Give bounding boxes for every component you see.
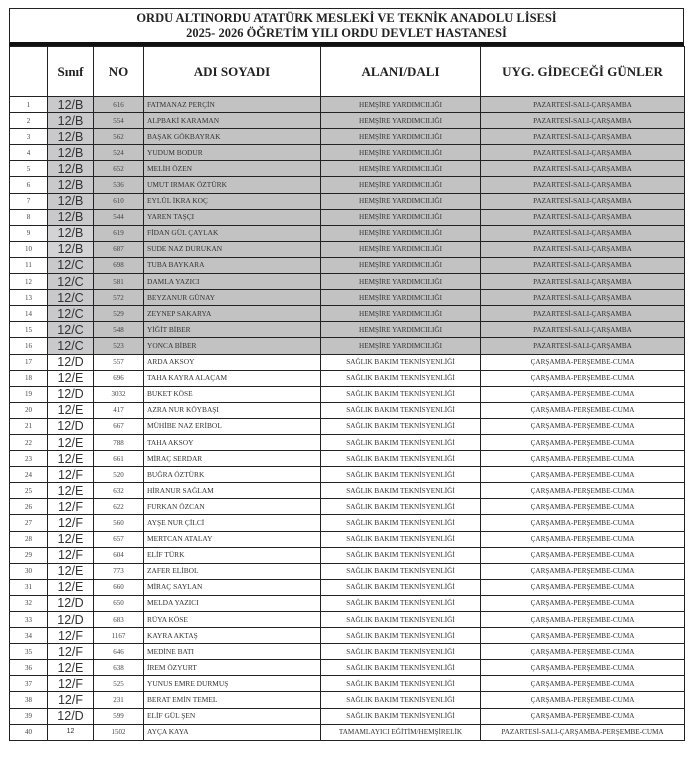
row-class: 12/E (48, 660, 94, 676)
row-index: 19 (10, 386, 48, 402)
row-department: HEMŞİRE YARDIMCILIĞI (321, 338, 481, 354)
table-row (10, 370, 685, 386)
row-number: 536 (94, 177, 144, 193)
row-name: FİDAN GÜL ÇAYLAK (144, 225, 321, 241)
row-index: 33 (10, 612, 48, 628)
row-name: MİRAÇ SAYLAN (144, 579, 321, 595)
table-row (10, 113, 685, 129)
row-class: 12/E (48, 579, 94, 595)
row-name: YUNUS EMRE DURMUŞ (144, 676, 321, 692)
row-number: 1502 (94, 724, 144, 740)
row-index: 11 (10, 257, 48, 273)
row-index: 38 (10, 692, 48, 708)
row-class: 12/B (48, 145, 94, 161)
row-index: 20 (10, 402, 48, 418)
row-department: SAĞLIK BAKIM TEKNİSYENLİĞİ (321, 628, 481, 644)
row-class: 12 (48, 724, 94, 740)
row-department: HEMŞİRE YARDIMCILIĞI (321, 113, 481, 129)
row-department: HEMŞİRE YARDIMCILIĞI (321, 241, 481, 257)
row-number: 667 (94, 418, 144, 434)
row-class: 12/C (48, 306, 94, 322)
table-header-row (10, 47, 685, 97)
row-class: 12/B (48, 129, 94, 145)
table-row (10, 499, 685, 515)
row-index: 23 (10, 451, 48, 467)
row-days: PAZARTESİ-SALI-ÇARŞAMBA (481, 274, 685, 290)
row-days: PAZARTESİ-SALI-ÇARŞAMBA (481, 129, 685, 145)
row-days: ÇARŞAMBA-PERŞEMBE-CUMA (481, 547, 685, 563)
row-days: ÇARŞAMBA-PERŞEMBE-CUMA (481, 418, 685, 434)
row-number: 610 (94, 193, 144, 209)
row-number: 599 (94, 708, 144, 724)
row-department: SAĞLIK BAKIM TEKNİSYENLİĞİ (321, 451, 481, 467)
table-row (10, 612, 685, 628)
row-class: 12/E (48, 451, 94, 467)
header-days: UYG. GİDECEĞİ GÜNLER (481, 47, 685, 97)
row-class: 12/D (48, 354, 94, 370)
student-schedule-table (9, 46, 685, 741)
row-number: 660 (94, 579, 144, 595)
row-department: SAĞLIK BAKIM TEKNİSYENLİĞİ (321, 499, 481, 515)
row-class: 12/E (48, 370, 94, 386)
row-name: BUĞRA ÖZTÜRK (144, 467, 321, 483)
row-name: UMUT IRMAK ÖZTÜRK (144, 177, 321, 193)
table-row (10, 386, 685, 402)
row-class: 12/B (48, 241, 94, 257)
table-row (10, 660, 685, 676)
row-class: 12/E (48, 563, 94, 579)
row-index: 35 (10, 644, 48, 660)
row-department: SAĞLIK BAKIM TEKNİSYENLİĞİ (321, 676, 481, 692)
row-number: 696 (94, 370, 144, 386)
row-number: 788 (94, 434, 144, 450)
row-number: 3032 (94, 386, 144, 402)
row-days: PAZARTESİ-SALI-ÇARŞAMBA (481, 241, 685, 257)
row-class: 12/B (48, 97, 94, 113)
row-index: 9 (10, 225, 48, 241)
row-class: 12/D (48, 612, 94, 628)
row-index: 39 (10, 708, 48, 724)
row-days: ÇARŞAMBA-PERŞEMBE-CUMA (481, 692, 685, 708)
header-class: Sınıf (48, 47, 94, 97)
row-department: SAĞLIK BAKIM TEKNİSYENLİĞİ (321, 579, 481, 595)
row-name: ZAFER ELİBOL (144, 563, 321, 579)
table-row (10, 257, 685, 273)
row-number: 632 (94, 483, 144, 499)
row-index: 4 (10, 145, 48, 161)
table-row (10, 467, 685, 483)
row-days: ÇARŞAMBA-PERŞEMBE-CUMA (481, 515, 685, 531)
row-name: YONCA BİBER (144, 338, 321, 354)
row-days: ÇARŞAMBA-PERŞEMBE-CUMA (481, 386, 685, 402)
table-row (10, 724, 685, 740)
row-index: 36 (10, 660, 48, 676)
row-department: HEMŞİRE YARDIMCILIĞI (321, 97, 481, 113)
table-row (10, 644, 685, 660)
table-row (10, 161, 685, 177)
row-days: ÇARŞAMBA-PERŞEMBE-CUMA (481, 708, 685, 724)
row-number: 523 (94, 338, 144, 354)
row-index: 12 (10, 274, 48, 290)
row-department: SAĞLIK BAKIM TEKNİSYENLİĞİ (321, 547, 481, 563)
row-class: 12/B (48, 161, 94, 177)
row-name: TAHA KAYRA ALAÇAM (144, 370, 321, 386)
row-index: 32 (10, 595, 48, 611)
table-row (10, 563, 685, 579)
row-number: 646 (94, 644, 144, 660)
table-row (10, 692, 685, 708)
row-index: 3 (10, 129, 48, 145)
row-name: MELDA YAZICI (144, 595, 321, 611)
row-number: 616 (94, 97, 144, 113)
row-class: 12/D (48, 708, 94, 724)
row-days: ÇARŞAMBA-PERŞEMBE-CUMA (481, 660, 685, 676)
row-department: SAĞLIK BAKIM TEKNİSYENLİĞİ (321, 354, 481, 370)
row-name: ZEYNEP SAKARYA (144, 306, 321, 322)
row-days: PAZARTESİ-SALI-ÇARŞAMBA (481, 113, 685, 129)
row-days: PAZARTESİ-SALI-ÇARŞAMBA (481, 322, 685, 338)
title-line-1: ORDU ALTINORDU ATATÜRK MESLEKİ VE TEKNİK ANADOLU LİSESİ (136, 11, 557, 25)
row-name: İREM ÖZYURT (144, 660, 321, 676)
table-row (10, 241, 685, 257)
row-index: 34 (10, 628, 48, 644)
row-index: 29 (10, 547, 48, 563)
row-index: 17 (10, 354, 48, 370)
row-department: HEMŞİRE YARDIMCILIĞI (321, 145, 481, 161)
row-number: 525 (94, 676, 144, 692)
row-days: PAZARTESİ-SALI-ÇARŞAMBA (481, 161, 685, 177)
row-name: FURKAN ÖZCAN (144, 499, 321, 515)
row-index: 8 (10, 209, 48, 225)
row-days: ÇARŞAMBA-PERŞEMBE-CUMA (481, 354, 685, 370)
row-name: MEDİNE BATI (144, 644, 321, 660)
table-row (10, 129, 685, 145)
table-row (10, 595, 685, 611)
table-row (10, 145, 685, 161)
row-class: 12/B (48, 209, 94, 225)
row-name: SUDE NAZ DURUKAN (144, 241, 321, 257)
header-number: NO (94, 47, 144, 97)
table-row (10, 402, 685, 418)
row-class: 12/C (48, 290, 94, 306)
row-department: SAĞLIK BAKIM TEKNİSYENLİĞİ (321, 386, 481, 402)
row-class: 12/B (48, 225, 94, 241)
table-row (10, 338, 685, 354)
row-index: 21 (10, 418, 48, 434)
row-class: 12/F (48, 467, 94, 483)
row-days: ÇARŞAMBA-PERŞEMBE-CUMA (481, 370, 685, 386)
row-index: 13 (10, 290, 48, 306)
row-department: SAĞLIK BAKIM TEKNİSYENLİĞİ (321, 370, 481, 386)
row-department: HEMŞİRE YARDIMCILIĞI (321, 290, 481, 306)
row-name: TAHA AKSOY (144, 434, 321, 450)
row-name: ELİF GÜL ŞEN (144, 708, 321, 724)
row-days: ÇARŞAMBA-PERŞEMBE-CUMA (481, 483, 685, 499)
row-index: 5 (10, 161, 48, 177)
row-name: KAYRA AKTAŞ (144, 628, 321, 644)
row-index: 24 (10, 467, 48, 483)
row-department: SAĞLIK BAKIM TEKNİSYENLİĞİ (321, 563, 481, 579)
row-number: 544 (94, 209, 144, 225)
row-days: ÇARŞAMBA-PERŞEMBE-CUMA (481, 579, 685, 595)
row-days: ÇARŞAMBA-PERŞEMBE-CUMA (481, 563, 685, 579)
table-row (10, 628, 685, 644)
row-class: 12/C (48, 274, 94, 290)
row-number: 1167 (94, 628, 144, 644)
row-days: ÇARŞAMBA-PERŞEMBE-CUMA (481, 612, 685, 628)
row-name: AZRA NUR KÖYBAŞI (144, 402, 321, 418)
row-class: 12/F (48, 547, 94, 563)
row-number: 619 (94, 225, 144, 241)
row-name: EYLÜL İKRA KOÇ (144, 193, 321, 209)
row-days: ÇARŞAMBA-PERŞEMBE-CUMA (481, 676, 685, 692)
row-name: TUBA BAYKARA (144, 257, 321, 273)
row-number: 604 (94, 547, 144, 563)
row-name: BAŞAK GÖKBAYRAK (144, 129, 321, 145)
row-name: ELİF TÜRK (144, 547, 321, 563)
row-department: SAĞLIK BAKIM TEKNİSYENLİĞİ (321, 402, 481, 418)
row-index: 1 (10, 97, 48, 113)
table-row (10, 290, 685, 306)
row-index: 2 (10, 113, 48, 129)
row-class: 12/C (48, 322, 94, 338)
row-department: SAĞLIK BAKIM TEKNİSYENLİĞİ (321, 708, 481, 724)
table-row (10, 418, 685, 434)
row-class: 12/D (48, 418, 94, 434)
row-class: 12/B (48, 177, 94, 193)
table-row (10, 306, 685, 322)
row-name: YUDUM BODUR (144, 145, 321, 161)
row-class: 12/F (48, 515, 94, 531)
row-department: SAĞLIK BAKIM TEKNİSYENLİĞİ (321, 595, 481, 611)
row-class: 12/F (48, 499, 94, 515)
row-days: ÇARŞAMBA-PERŞEMBE-CUMA (481, 531, 685, 547)
row-days: ÇARŞAMBA-PERŞEMBE-CUMA (481, 467, 685, 483)
row-name: AYÇA KAYA (144, 724, 321, 740)
table-row (10, 209, 685, 225)
row-department: HEMŞİRE YARDIMCILIĞI (321, 257, 481, 273)
row-department: SAĞLIK BAKIM TEKNİSYENLİĞİ (321, 483, 481, 499)
table-row (10, 434, 685, 450)
row-index: 10 (10, 241, 48, 257)
row-department: SAĞLIK BAKIM TEKNİSYENLİĞİ (321, 434, 481, 450)
row-number: 524 (94, 145, 144, 161)
row-name: HİRANUR SAĞLAM (144, 483, 321, 499)
row-name: DAMLA YAZICI (144, 274, 321, 290)
row-name: BUKET KÖSE (144, 386, 321, 402)
row-department: SAĞLIK BAKIM TEKNİSYENLİĞİ (321, 515, 481, 531)
row-number: 562 (94, 129, 144, 145)
row-index: 26 (10, 499, 48, 515)
row-index: 40 (10, 724, 48, 740)
row-number: 661 (94, 451, 144, 467)
table-row (10, 483, 685, 499)
row-number: 683 (94, 612, 144, 628)
row-name: AYŞE NUR ÇİLCİ (144, 515, 321, 531)
row-department: SAĞLIK BAKIM TEKNİSYENLİĞİ (321, 644, 481, 660)
row-days: ÇARŞAMBA-PERŞEMBE-CUMA (481, 628, 685, 644)
row-class: 12/C (48, 257, 94, 273)
row-number: 650 (94, 595, 144, 611)
title-line-2: 2025- 2026 ÖĞRETİM YILI ORDU DEVLET HASTANESİ (186, 26, 507, 40)
header-department: ALANI/DALI (321, 47, 481, 97)
row-class: 12/F (48, 676, 94, 692)
row-days: ÇARŞAMBA-PERŞEMBE-CUMA (481, 499, 685, 515)
row-number: 554 (94, 113, 144, 129)
row-department: SAĞLIK BAKIM TEKNİSYENLİĞİ (321, 418, 481, 434)
row-name: FATMANAZ PERÇİN (144, 97, 321, 113)
row-index: 28 (10, 531, 48, 547)
table-row (10, 708, 685, 724)
row-days: ÇARŞAMBA-PERŞEMBE-CUMA (481, 644, 685, 660)
row-index: 18 (10, 370, 48, 386)
row-number: 638 (94, 660, 144, 676)
row-name: ARDA AKSOY (144, 354, 321, 370)
row-number: 560 (94, 515, 144, 531)
row-name: BEYZANUR GÜNAY (144, 290, 321, 306)
row-days: PAZARTESİ-SALI-ÇARŞAMBA (481, 338, 685, 354)
table-row (10, 193, 685, 209)
table-row (10, 515, 685, 531)
row-number: 698 (94, 257, 144, 273)
row-department: HEMŞİRE YARDIMCILIĞI (321, 177, 481, 193)
row-number: 657 (94, 531, 144, 547)
row-number: 652 (94, 161, 144, 177)
row-name: MERTCAN ATALAY (144, 531, 321, 547)
row-days: PAZARTESİ-SALI-ÇARŞAMBA (481, 193, 685, 209)
row-index: 30 (10, 563, 48, 579)
row-name: RÜYA KÖSE (144, 612, 321, 628)
row-name: BERAT EMİN TEMEL (144, 692, 321, 708)
row-number: 687 (94, 241, 144, 257)
row-class: 12/D (48, 595, 94, 611)
row-class: 12/E (48, 434, 94, 450)
row-days: PAZARTESİ-SALI-ÇARŞAMBA (481, 225, 685, 241)
row-index: 15 (10, 322, 48, 338)
row-department: SAĞLIK BAKIM TEKNİSYENLİĞİ (321, 660, 481, 676)
row-name: MİRAÇ SERDAR (144, 451, 321, 467)
row-days: PAZARTESİ-SALI-ÇARŞAMBA-PERŞEMBE-CUMA (481, 724, 685, 740)
row-name: MELİH ÖZEN (144, 161, 321, 177)
row-department: HEMŞİRE YARDIMCILIĞI (321, 129, 481, 145)
row-days: PAZARTESİ-SALI-ÇARŞAMBA (481, 97, 685, 113)
row-class: 12/E (48, 483, 94, 499)
table-row (10, 274, 685, 290)
row-department: HEMŞİRE YARDIMCILIĞI (321, 193, 481, 209)
row-class: 12/E (48, 531, 94, 547)
row-department: HEMŞİRE YARDIMCILIĞI (321, 322, 481, 338)
row-number: 581 (94, 274, 144, 290)
row-days: PAZARTESİ-SALI-ÇARŞAMBA (481, 209, 685, 225)
row-days: PAZARTESİ-SALI-ÇARŞAMBA (481, 257, 685, 273)
row-index: 16 (10, 338, 48, 354)
row-number: 773 (94, 563, 144, 579)
row-number: 231 (94, 692, 144, 708)
row-number: 417 (94, 402, 144, 418)
table-row (10, 531, 685, 547)
row-number: 622 (94, 499, 144, 515)
header-name: ADI SOYADI (144, 47, 321, 97)
row-department: SAĞLIK BAKIM TEKNİSYENLİĞİ (321, 467, 481, 483)
row-department: HEMŞİRE YARDIMCILIĞI (321, 306, 481, 322)
row-index: 27 (10, 515, 48, 531)
row-days: ÇARŞAMBA-PERŞEMBE-CUMA (481, 451, 685, 467)
table-row (10, 579, 685, 595)
row-name: YİĞİT BİBER (144, 322, 321, 338)
row-days: PAZARTESİ-SALI-ÇARŞAMBA (481, 177, 685, 193)
table-row (10, 547, 685, 563)
table-row (10, 354, 685, 370)
row-name: YAREN TAŞÇI (144, 209, 321, 225)
row-name: ALPBAKİ KARAMAN (144, 113, 321, 129)
row-index: 7 (10, 193, 48, 209)
document-sheet (9, 8, 684, 741)
row-days: ÇARŞAMBA-PERŞEMBE-CUMA (481, 434, 685, 450)
row-days: PAZARTESİ-SALI-ÇARŞAMBA (481, 306, 685, 322)
row-days: ÇARŞAMBA-PERŞEMBE-CUMA (481, 402, 685, 418)
row-number: 520 (94, 467, 144, 483)
row-department: HEMŞİRE YARDIMCILIĞI (321, 274, 481, 290)
row-class: 12/C (48, 338, 94, 354)
row-index: 14 (10, 306, 48, 322)
row-class: 12/B (48, 193, 94, 209)
table-row (10, 451, 685, 467)
table-row (10, 322, 685, 338)
row-number: 557 (94, 354, 144, 370)
row-department: SAĞLIK BAKIM TEKNİSYENLİĞİ (321, 531, 481, 547)
row-index: 22 (10, 434, 48, 450)
row-class: 12/B (48, 113, 94, 129)
row-index: 31 (10, 579, 48, 595)
row-class: 12/F (48, 644, 94, 660)
row-department: HEMŞİRE YARDIMCILIĞI (321, 209, 481, 225)
row-department: SAĞLIK BAKIM TEKNİSYENLİĞİ (321, 692, 481, 708)
row-department: TAMAMLAYICI EĞİTİM/HEMŞİRELİK (321, 724, 481, 740)
row-department: SAĞLIK BAKIM TEKNİSYENLİĞİ (321, 612, 481, 628)
row-class: 12/F (48, 692, 94, 708)
row-department: HEMŞİRE YARDIMCILIĞI (321, 225, 481, 241)
row-class: 12/F (48, 628, 94, 644)
row-department: HEMŞİRE YARDIMCILIĞI (321, 161, 481, 177)
document-title (9, 8, 684, 46)
row-days: ÇARŞAMBA-PERŞEMBE-CUMA (481, 595, 685, 611)
row-days: PAZARTESİ-SALI-ÇARŞAMBA (481, 145, 685, 161)
row-name: MÜHİBE NAZ ERİBOL (144, 418, 321, 434)
header-index (10, 47, 48, 97)
table-row (10, 97, 685, 113)
row-number: 548 (94, 322, 144, 338)
row-index: 25 (10, 483, 48, 499)
row-number: 529 (94, 306, 144, 322)
table-body (10, 97, 685, 741)
row-index: 6 (10, 177, 48, 193)
row-days: PAZARTESİ-SALI-ÇARŞAMBA (481, 290, 685, 306)
table-row (10, 676, 685, 692)
row-number: 572 (94, 290, 144, 306)
table-row (10, 225, 685, 241)
row-class: 12/E (48, 402, 94, 418)
table-row (10, 177, 685, 193)
row-index: 37 (10, 676, 48, 692)
row-class: 12/D (48, 386, 94, 402)
